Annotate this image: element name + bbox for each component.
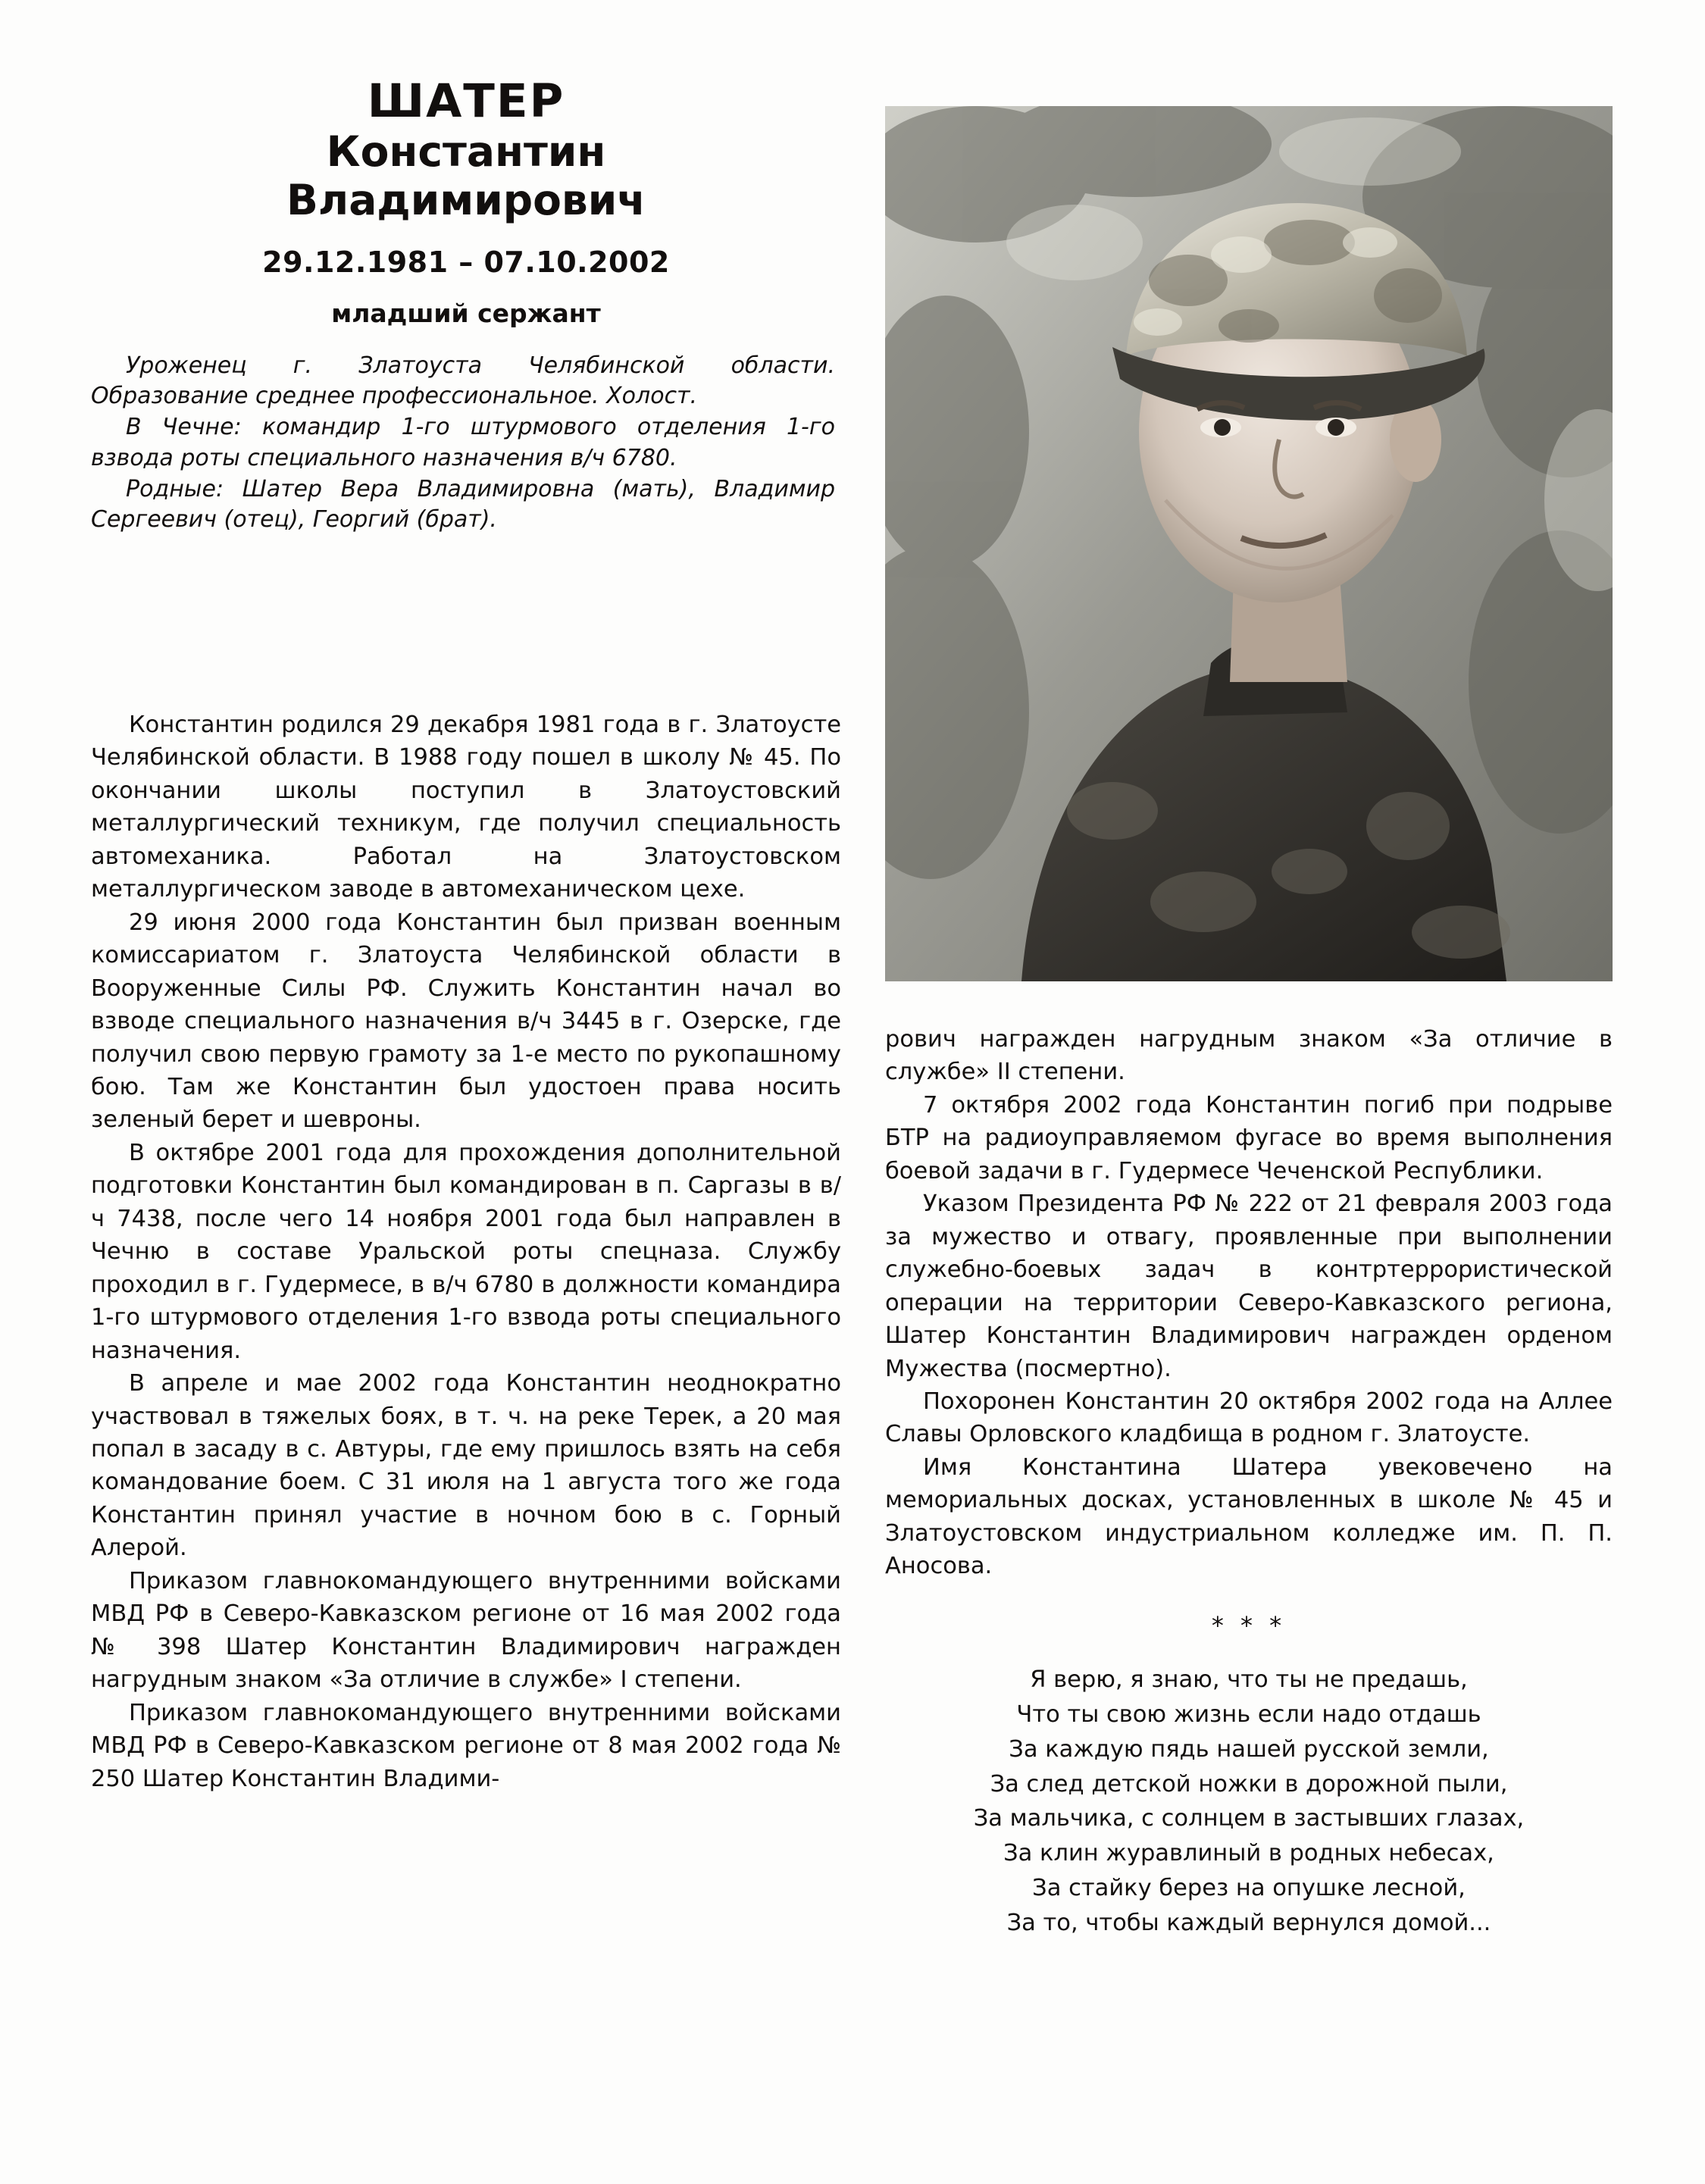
summary-line-3: Родные: Шатер Вера Владимировна (мать), Владимир Сергеевич (отец), Георгий (брат). [91, 475, 835, 533]
poem-line: За то, чтобы каждый вернулся домой... [1006, 1909, 1491, 1936]
poem-line: За клин журавлиный в родных небесах, [1003, 1840, 1494, 1867]
body-text-left-column [91, 709, 841, 1795]
paragraph: 29 июня 2000 года Константин был призван военным комиссариатом г. Златоуста Челябинской области в Вооруженные Силы РФ. Служить Константин начал во взводе специального назначения в/ч 3445 в г. Озерске, где получил свою первую грамоту за 1-е место по рукопашному бою. Там же Константин был удостоен права носить зеленый берет и шевроны. [91, 909, 841, 1134]
paragraph: Имя Константина Шатера увековечено на мемориальных досках, установленных в школе № 45 и Златоустовском индустриальном колледже им. П. П. Аносова. [885, 1453, 1613, 1580]
paragraph: рович награжден нагрудным знаком «За отличие в службе» II степени. [885, 1026, 1613, 1086]
portrait-photo [885, 106, 1613, 981]
person-life-dates: 29.12.1981 – 07.10.2002 [262, 245, 670, 279]
paragraph: Приказом главнокомандующего внутренними войсками МВД РФ в Северо-Кавказском регионе от 8 мая 2002 года № 250 Шатер Константин Владими- [91, 1699, 841, 1792]
poem-line: За стайку берез на опушке лесной, [1032, 1874, 1466, 1901]
person-rank: младший сержант [331, 298, 601, 328]
paragraph: 7 октября 2002 года Константин погиб при подрыве БТР на радиоуправляемом фугасе во время выполнения боевой задачи в г. Гудермесе Чеченской Республики. [885, 1091, 1613, 1184]
poem [885, 1663, 1613, 1940]
summary-line-1: Уроженец г. Златоуста Челябинской области. Образование среднее профессиональное. Холост. [91, 352, 835, 410]
person-surname: ШАТЕР [367, 74, 565, 128]
paragraph: Указом Президента РФ № 222 от 21 февраля 2003 года за мужество и отвагу, проявленные при выполнении служебно-боевых задач в контртеррористической операции на территории Северо-Кавказского региона, Шатер Константин Владимирович награжден орденом Мужества (посмертно). [885, 1191, 1613, 1382]
poem-line: За каждую пядь нашей русской земли, [1009, 1735, 1489, 1763]
section-divider: * * * [1211, 1610, 1287, 1640]
body-text-right-column [885, 1023, 1613, 1940]
person-firstname: Константин [326, 127, 606, 177]
poem-line: Что ты свою жизнь если надо отдашь [1016, 1701, 1481, 1729]
poem-line: За мальчика, с солнцем в застывших глазах, [973, 1805, 1525, 1832]
memorial-header [91, 76, 841, 536]
paragraph: Константин родился 29 декабря 1981 года в г. Златоусте Челябинской области. В 1988 году пошел в школу № 45. По окончании школы поступил в Златоустовский металлургический техникум, где получил специальность автомеханика. Работал на Златоустовском металлургическом заводе в автомеханическом цехе. [91, 712, 841, 903]
poem-line: Я верю, я знаю, что ты не предашь, [1030, 1666, 1468, 1694]
person-summary [91, 351, 841, 537]
paragraph: В апреле и мае 2002 года Константин неоднократно участвовал в тяжелых боях, в т. ч. на реке Терек, а 20 мая попал в засаду в с. Автуры, где ему пришлось взять на себя командование боем. С 31 июля на 1 августа того же года Константин принял участие в ночном бою в с. Горный Алерой. [91, 1370, 841, 1562]
paragraph: Приказом главнокомандующего внутренними войсками МВД РФ в Северо-Кавказском регионе от 16 мая 2002 года № 398 Шатер Константин Владимирович награжден нагрудным знаком «За отличие в службе» I степени. [91, 1567, 841, 1694]
poem-line: За след детской ножки в дорожной пыли, [990, 1770, 1508, 1798]
person-patronymic: Владимирович [286, 175, 646, 224]
summary-line-2: В Чечне: командир 1-го штурмового отделения 1-го взвода роты специального назначения в/ч 6780. [91, 414, 835, 471]
paragraph: Похоронен Константин 20 октября 2002 года на Аллее Славы Орловского кладбища в родном г. Златоусте. [885, 1388, 1613, 1448]
paragraph: В октябре 2001 года для прохождения дополнительной подготовки Константин был командирован в п. Саргазы в в/ч 7438, после чего 14 ноября 2001 года был направлен в Чечню в составе Уральской роты спецназа. Службу проходил в г. Гудермесе, в в/ч 6780 в должности командира 1-го штурмового отделения 1-го взвода роты специального назначения. [91, 1139, 841, 1364]
